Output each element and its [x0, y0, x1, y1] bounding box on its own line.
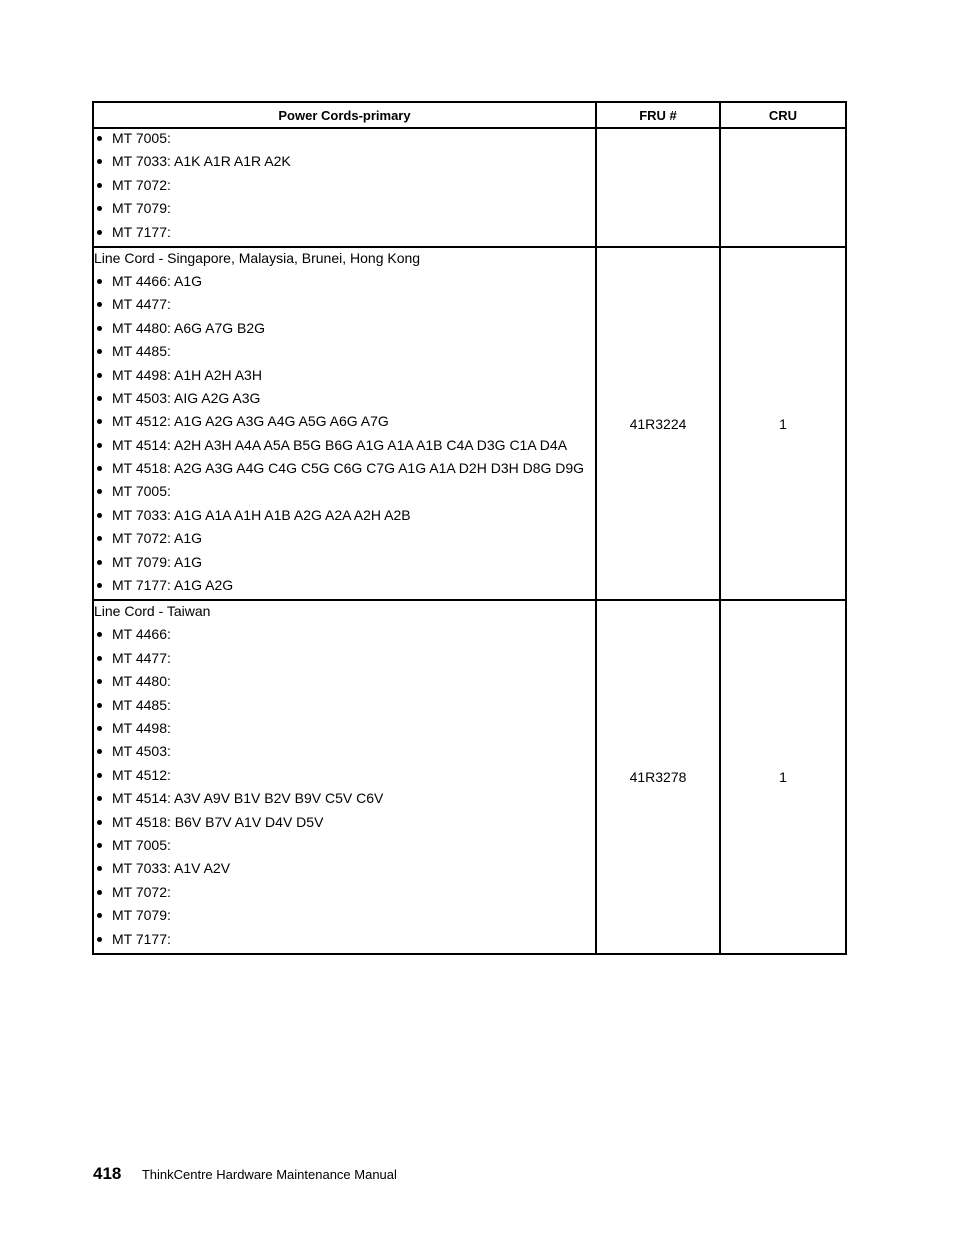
list-item: MT 4503:: [94, 742, 595, 765]
fru-cell: 41R3224: [596, 247, 720, 600]
list-item: MT 7033: A1G A1A A1H A1B A2G A2A A2H A2B: [94, 506, 595, 529]
list-item: MT 4466:: [94, 625, 595, 648]
header-description: Power Cords-primary: [93, 102, 596, 128]
list-item: MT 4518: B6V B7V A1V D4V D5V: [94, 813, 595, 836]
list-item: MT 4503: AIG A2G A3G: [94, 389, 595, 412]
list-item: MT 4512:: [94, 766, 595, 789]
page-footer: [93, 1164, 397, 1184]
list-item: MT 7079:: [94, 199, 595, 222]
line-cord-title: Line Cord - Taiwan: [94, 603, 211, 620]
cru-cell: 1: [720, 247, 846, 600]
list-item: MT 4477:: [94, 295, 595, 318]
list-item: MT 4477:: [94, 649, 595, 672]
list-item: MT 4485:: [94, 342, 595, 365]
description-cell: [93, 247, 596, 600]
cru-cell: [720, 128, 846, 247]
fru-cell: 41R3278: [596, 600, 720, 953]
machine-type-list: [94, 129, 595, 246]
table-row: [93, 247, 846, 600]
list-item: MT 4498:: [94, 719, 595, 742]
description-cell: [93, 600, 596, 953]
list-item: MT 4514: A2H A3H A4A A5A B5G B6G A1G A1A A1B C4A D3G C1A D4A: [94, 436, 595, 459]
list-item: MT 7005:: [94, 129, 595, 152]
table-header-row: [93, 102, 846, 128]
list-item: MT 7177:: [94, 930, 595, 953]
list-item: MT 7033: A1K A1R A1R A2K: [94, 152, 595, 175]
list-item: MT 7005:: [94, 836, 595, 859]
table-row: [93, 128, 846, 247]
list-item: MT 7072: A1G: [94, 529, 595, 552]
list-item: MT 4512: A1G A2G A3G A4G A5G A6G A7G: [94, 412, 595, 435]
fru-cell: [596, 128, 720, 247]
header-cru: CRU: [720, 102, 846, 128]
manual-title: ThinkCentre Hardware Maintenance Manual: [141, 1167, 397, 1182]
list-item: MT 4518: A2G A3G A4G C4G C5G C6G C7G A1G A1A D2H D3H D8G D9G: [94, 459, 595, 482]
description-cell: [93, 128, 596, 247]
power-cords-table: [92, 101, 847, 955]
page-number: 418: [93, 1164, 122, 1183]
list-item: MT 7079:: [94, 906, 595, 929]
list-item: MT 7177:: [94, 223, 595, 246]
table-row: [93, 600, 846, 953]
list-item: MT 4480:: [94, 672, 595, 695]
list-item: MT 7072:: [94, 176, 595, 199]
list-item: MT 4498: A1H A2H A3H: [94, 366, 595, 389]
cru-cell: 1: [720, 600, 846, 953]
list-item: MT 4480: A6G A7G B2G: [94, 319, 595, 342]
list-item: MT 4514: A3V A9V B1V B2V B9V C5V C6V: [94, 789, 595, 812]
table-body: [93, 128, 846, 954]
list-item: MT 7072:: [94, 883, 595, 906]
line-cord-title: Line Cord - Singapore, Malaysia, Brunei, Hong Kong: [94, 249, 421, 266]
list-item: MT 7033: A1V A2V: [94, 859, 595, 882]
header-fru: FRU #: [596, 102, 720, 128]
list-item: MT 7079: A1G: [94, 553, 595, 576]
machine-type-list: [94, 272, 595, 599]
list-item: MT 7005:: [94, 482, 595, 505]
machine-type-list: [94, 625, 595, 952]
list-item: MT 7177: A1G A2G: [94, 576, 595, 599]
list-item: MT 4485:: [94, 696, 595, 719]
list-item: MT 4466: A1G: [94, 272, 595, 295]
